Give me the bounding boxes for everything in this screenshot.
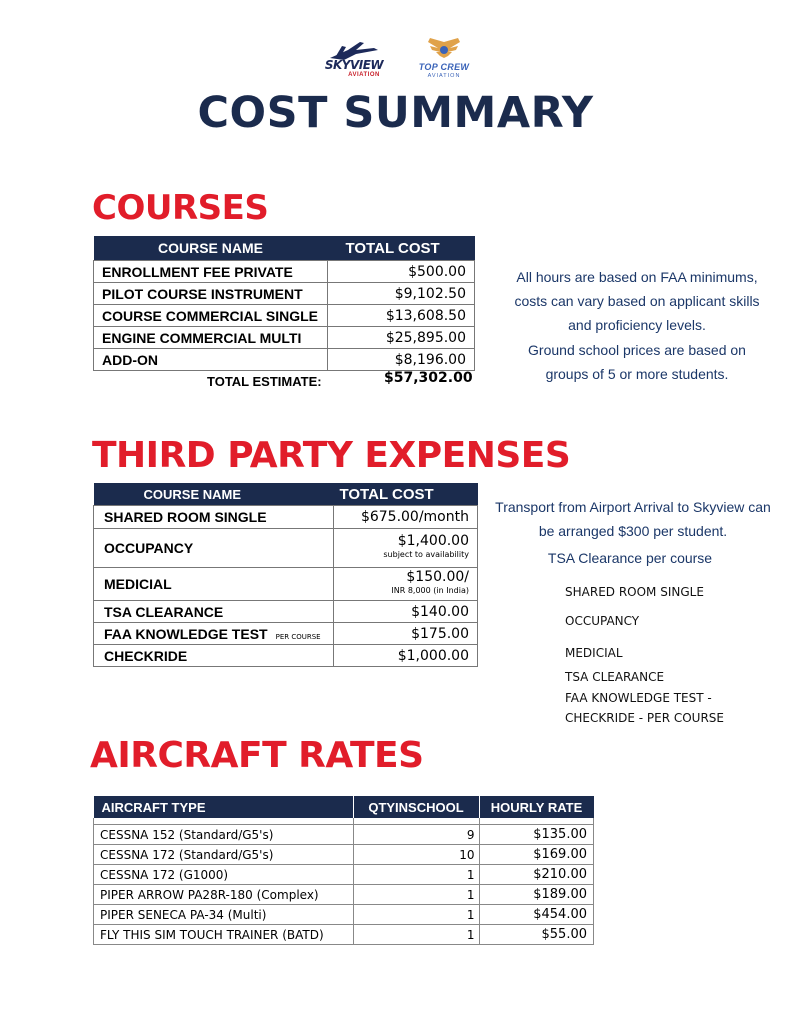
aircraft-rate: $454.00 bbox=[479, 905, 594, 925]
col-course-name: COURSE NAME bbox=[157, 240, 263, 256]
total-estimate-label: TOTAL ESTIMATE: bbox=[207, 374, 322, 389]
table-row bbox=[94, 327, 475, 349]
total-estimate-value: $57,302.00 bbox=[384, 370, 473, 386]
table-row bbox=[94, 601, 478, 623]
expense-name: SHARED ROOM SINGLE bbox=[94, 506, 334, 529]
table-row bbox=[94, 825, 594, 845]
wings-logo-icon bbox=[426, 38, 462, 62]
aircraft-heading: AIRCRAFT RATES bbox=[90, 735, 424, 776]
course-cost: $9,102.50 bbox=[328, 283, 475, 305]
aircraft-rate: $189.00 bbox=[479, 885, 594, 905]
expense-cost-note: INR 8,000 (in India) bbox=[391, 586, 469, 595]
tsa-note: TSA Clearance per course bbox=[547, 550, 713, 566]
expense-cost: $140.00 bbox=[334, 601, 478, 623]
aircraft-qty: 1 bbox=[353, 905, 479, 925]
expense-name: TSA CLEARANCE bbox=[94, 601, 334, 623]
expense-cost: $175.00 bbox=[334, 623, 478, 645]
aircraft-rate: $169.00 bbox=[479, 845, 594, 865]
expense-cost: $150.00/ bbox=[406, 569, 469, 585]
aircraft-rate: $210.00 bbox=[479, 865, 594, 885]
table-row bbox=[94, 865, 594, 885]
table-row bbox=[94, 305, 475, 327]
aircraft-header-row bbox=[94, 796, 594, 818]
table-row bbox=[94, 845, 594, 865]
skyview-wordmark: SKYVIEW bbox=[324, 58, 384, 72]
course-cost: $500.00 bbox=[328, 261, 475, 283]
third-party-heading: THIRD PARTY EXPENSES bbox=[92, 435, 571, 476]
aircraft-type: PIPER SENECA PA-34 (Multi) bbox=[94, 905, 354, 925]
expense-cost-cell bbox=[334, 568, 478, 601]
table-row bbox=[94, 568, 478, 601]
course-cost: $8,196.00 bbox=[328, 349, 475, 371]
expense-cost-note: subject to availability bbox=[383, 550, 469, 559]
table-row bbox=[94, 623, 478, 645]
aircraft-type: CESSNA 152 (Standard/G5's) bbox=[94, 825, 354, 845]
table-row bbox=[94, 261, 475, 283]
aircraft-qty: 1 bbox=[353, 925, 479, 945]
aircraft-rates-table bbox=[93, 796, 594, 945]
course-name: ENROLLMENT FEE PRIVATE bbox=[94, 261, 328, 283]
per-course-tag: PER COURSE bbox=[275, 632, 321, 641]
courses-table bbox=[93, 236, 475, 371]
aircraft-type: CESSNA 172 (G1000) bbox=[94, 865, 354, 885]
course-name: COURSE COMMERCIAL SINGLE bbox=[94, 305, 328, 327]
course-cost: $25,895.00 bbox=[328, 327, 475, 349]
expense-cost: $675.00/month bbox=[334, 506, 478, 529]
col-aircraft-type: AIRCRAFT TYPE bbox=[94, 796, 354, 818]
aircraft-type: FLY THIS SIM TOUCH TRAINER (BATD) bbox=[94, 925, 354, 945]
aircraft-qty: 9 bbox=[353, 825, 479, 845]
table-row bbox=[94, 905, 594, 925]
list-item: MEDICIAL bbox=[565, 646, 623, 660]
expense-cost-cell bbox=[334, 529, 478, 568]
list-item: CHECKRIDE - PER COURSE bbox=[565, 711, 725, 725]
topcrew-wordmark: TOP CREW bbox=[418, 62, 470, 72]
expense-name: FAA KNOWLEDGE TEST bbox=[104, 625, 268, 642]
course-name: ADD-ON bbox=[94, 349, 328, 371]
aircraft-rate: $55.00 bbox=[479, 925, 594, 945]
expense-name-cell bbox=[94, 623, 334, 645]
table-row bbox=[94, 283, 475, 305]
list-item: OCCUPANCY bbox=[565, 614, 640, 628]
expense-name: MEDICIAL bbox=[94, 568, 334, 601]
col-qty-in-school: QTYINSCHOOL bbox=[353, 796, 479, 818]
courses-header-row bbox=[94, 236, 475, 261]
course-name: ENGINE COMMERCIAL MULTI bbox=[94, 327, 328, 349]
hours-note: All hours are based on FAA minimums, costs can vary based on applicant skills and proficiency levels. bbox=[514, 269, 760, 333]
course-name: PILOT COURSE INSTRUMENT bbox=[94, 283, 328, 305]
table-row bbox=[94, 349, 475, 371]
aircraft-rate: $135.00 bbox=[479, 825, 594, 845]
aircraft-type: CESSNA 172 (Standard/G5's) bbox=[94, 845, 354, 865]
col-total-cost: TOTAL COST bbox=[345, 239, 440, 257]
page-title: COST SUMMARY bbox=[197, 88, 594, 138]
third-party-header-row bbox=[94, 483, 478, 506]
table-row bbox=[94, 885, 594, 905]
ground-school-note: Ground school prices are based on groups of 5 or more students. bbox=[528, 342, 746, 382]
third-party-table bbox=[93, 483, 478, 667]
table-row bbox=[94, 506, 478, 529]
aircraft-type: PIPER ARROW PA28R-180 (Complex) bbox=[94, 885, 354, 905]
list-item: TSA CLEARANCE bbox=[565, 670, 665, 684]
col-course-name: COURSE NAME bbox=[143, 486, 242, 502]
table-row bbox=[94, 645, 478, 667]
expense-cost: $1,400.00 bbox=[397, 533, 469, 549]
expense-name: OCCUPANCY bbox=[94, 529, 334, 568]
list-item: FAA KNOWLEDGE TEST - bbox=[565, 691, 712, 705]
table-row bbox=[94, 925, 594, 945]
transport-note: Transport from Airport Arrival to Skyview can be arranged $300 per student. bbox=[495, 499, 771, 539]
aircraft-qty: 1 bbox=[353, 885, 479, 905]
table-row bbox=[94, 529, 478, 568]
skyview-sub: AVIATION bbox=[348, 72, 380, 78]
expense-cost: $1,000.00 bbox=[334, 645, 478, 667]
col-total-cost: TOTAL COST bbox=[339, 485, 434, 503]
course-cost: $13,608.50 bbox=[328, 305, 475, 327]
skyview-logo bbox=[318, 40, 390, 82]
expense-name: CHECKRIDE bbox=[94, 645, 334, 667]
topcrew-sub: AVIATION bbox=[427, 73, 461, 79]
aircraft-qty: 1 bbox=[353, 865, 479, 885]
list-item: SHARED ROOM SINGLE bbox=[565, 585, 704, 599]
topcrew-logo bbox=[408, 38, 480, 82]
col-hourly-rate: HOURLY RATE bbox=[490, 799, 583, 815]
aircraft-qty: 10 bbox=[353, 845, 479, 865]
courses-heading: COURSES bbox=[92, 188, 269, 228]
